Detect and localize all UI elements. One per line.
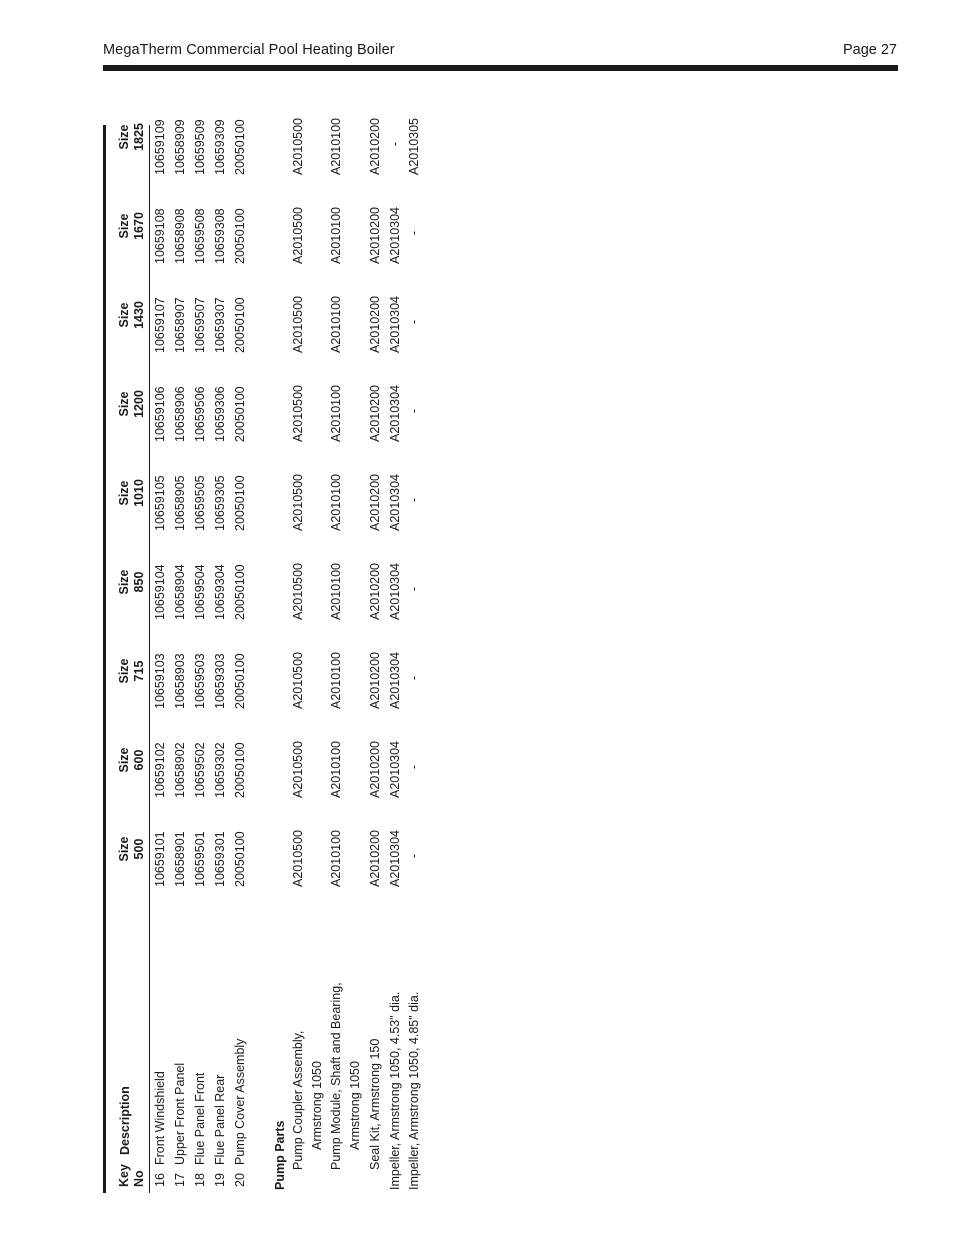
table-top-rule — [103, 125, 106, 1193]
part-number-cell: 20050100 — [233, 742, 247, 798]
part-number-cell: A2010100 — [329, 740, 343, 798]
part-number-cell: A2010500 — [291, 740, 305, 798]
part-number-cell: A2010100 — [329, 117, 343, 175]
part-number-cell: 10659301 — [213, 831, 227, 887]
col-header-size: Size 1825 — [117, 123, 146, 151]
col-header-size: Size 1010 — [117, 479, 146, 507]
document-title: MegaTherm Commercial Pool Heating Boiler — [103, 42, 395, 58]
part-number-cell: 10659504 — [193, 564, 207, 620]
part-number-cell: 10659304 — [213, 564, 227, 620]
part-number-cell: A2010500 — [291, 117, 305, 175]
part-number-cell: 10659305 — [213, 475, 227, 531]
col-header-size: Size 600 — [117, 747, 146, 773]
part-number-cell: A2010304 — [388, 562, 402, 620]
part-number-cell: 10658905 — [173, 475, 187, 531]
part-number-cell: 10659105 — [153, 475, 167, 531]
part-number-cell: 10659103 — [153, 653, 167, 709]
col-header-key: Key No — [117, 1164, 146, 1187]
header-rule — [103, 65, 898, 71]
row-description: Pump Cover Assembly — [233, 1038, 247, 1165]
part-number-cell: A2010500 — [291, 384, 305, 442]
part-number-cell: A2010500 — [291, 562, 305, 620]
part-number-cell: 10659308 — [213, 208, 227, 264]
part-number-cell: A2010200 — [368, 473, 382, 531]
part-number-cell: 10659108 — [153, 208, 167, 264]
part-number-cell: 10658904 — [173, 564, 187, 620]
part-number-cell: A2010500 — [291, 206, 305, 264]
part-number-cell: 20050100 — [233, 386, 247, 442]
row-key: 17 — [173, 1173, 187, 1187]
part-number-cell: 20050100 — [233, 564, 247, 620]
parts-table — [103, 117, 433, 1193]
part-number-cell: A2010304 — [388, 829, 402, 887]
pump-part-description: Impeller, Armstrong 1050, 4.85" dia. — [407, 991, 421, 1190]
part-number-cell: 10658907 — [173, 297, 187, 353]
part-number-cell: 10658902 — [173, 742, 187, 798]
part-number-cell: A2010100 — [329, 562, 343, 620]
part-number-cell: 10659503 — [193, 653, 207, 709]
part-number-cell: - — [407, 497, 421, 503]
part-number-cell: 10659109 — [153, 119, 167, 175]
col-header-size: Size 1200 — [117, 390, 146, 418]
part-number-cell: 10659506 — [193, 386, 207, 442]
part-number-cell: A2010304 — [388, 206, 402, 264]
part-number-cell: 10659106 — [153, 386, 167, 442]
part-number-cell: 10659309 — [213, 119, 227, 175]
part-number-cell: A2010304 — [388, 651, 402, 709]
part-number-cell: 10659508 — [193, 208, 207, 264]
part-number-cell: A2010200 — [368, 562, 382, 620]
header-underline — [149, 125, 150, 1193]
part-number-cell: A2010304 — [388, 384, 402, 442]
section-title: Pump Parts — [273, 1120, 287, 1190]
part-number-cell: - — [407, 319, 421, 325]
part-number-cell: 20050100 — [233, 653, 247, 709]
row-description: Flue Panel Rear — [213, 1074, 227, 1165]
part-number-cell: A2010500 — [291, 473, 305, 531]
col-header-description: Description — [118, 1086, 132, 1155]
part-number-cell: 20050100 — [233, 119, 247, 175]
part-number-cell: A2010200 — [368, 206, 382, 264]
part-number-cell: 10658908 — [173, 208, 187, 264]
part-number-cell: 10659303 — [213, 653, 227, 709]
row-key: 18 — [193, 1173, 207, 1187]
part-number-cell: 10658909 — [173, 119, 187, 175]
pump-part-description: Armstrong 1050 — [310, 1061, 324, 1150]
row-description: Front Windshield — [153, 1071, 167, 1165]
col-header-size: Size 1430 — [117, 301, 146, 329]
part-number-cell: 10659107 — [153, 297, 167, 353]
part-number-cell: 10658901 — [173, 831, 187, 887]
part-number-cell: 20050100 — [233, 475, 247, 531]
part-number-cell: A2010304 — [388, 740, 402, 798]
part-number-cell: 10659505 — [193, 475, 207, 531]
part-number-cell: A2010200 — [368, 740, 382, 798]
col-header-size: Size 1670 — [117, 212, 146, 240]
part-number-cell: - — [388, 141, 402, 147]
part-number-cell: A2010200 — [368, 651, 382, 709]
part-number-cell: - — [407, 230, 421, 236]
part-number-cell: 10659501 — [193, 831, 207, 887]
part-number-cell: A2010500 — [291, 295, 305, 353]
part-number-cell: A2010304 — [388, 473, 402, 531]
part-number-cell: 10659104 — [153, 564, 167, 620]
part-number-cell: A2010200 — [368, 117, 382, 175]
part-number-cell: 20050100 — [233, 208, 247, 264]
part-number-cell: A2010304 — [388, 295, 402, 353]
part-number-cell: 10659302 — [213, 742, 227, 798]
part-number-cell: 10659101 — [153, 831, 167, 887]
part-number-cell: A2010100 — [329, 829, 343, 887]
pump-part-description: Impeller, Armstrong 1050, 4.53" dia. — [388, 991, 402, 1190]
pump-part-description: Seal Kit, Armstrong 150 — [368, 1038, 382, 1170]
pump-part-description: Pump Module, Shaft and Bearing, — [329, 982, 343, 1170]
col-header-size: Size 850 — [117, 569, 146, 595]
page-number: Page 27 — [842, 42, 897, 58]
part-number-cell: 10659509 — [193, 119, 207, 175]
part-number-cell: - — [407, 853, 421, 859]
part-number-cell: A2010200 — [368, 384, 382, 442]
part-number-cell: A2010200 — [368, 829, 382, 887]
part-number-cell: 10659307 — [213, 297, 227, 353]
row-description: Flue Panel Front — [193, 1072, 207, 1165]
part-number-cell: 10659507 — [193, 297, 207, 353]
part-number-cell: 10659502 — [193, 742, 207, 798]
part-number-cell: - — [407, 675, 421, 681]
part-number-cell: A2010100 — [329, 473, 343, 531]
part-number-cell: A2010500 — [291, 651, 305, 709]
row-key: 20 — [233, 1173, 247, 1187]
part-number-cell: A2010305 — [407, 117, 421, 175]
part-number-cell: A2010200 — [368, 295, 382, 353]
part-number-cell: A2010100 — [329, 651, 343, 709]
part-number-cell: - — [407, 764, 421, 770]
part-number-cell: A2010100 — [329, 206, 343, 264]
part-number-cell: A2010100 — [329, 295, 343, 353]
part-number-cell: 20050100 — [233, 297, 247, 353]
row-description: Upper Front Panel — [173, 1062, 187, 1165]
col-header-size: Size 715 — [117, 658, 146, 684]
row-key: 19 — [213, 1173, 227, 1187]
part-number-cell: 10658903 — [173, 653, 187, 709]
part-number-cell: 20050100 — [233, 831, 247, 887]
part-number-cell: 10659306 — [213, 386, 227, 442]
part-number-cell: A2010500 — [291, 829, 305, 887]
pump-part-description: Armstrong 1050 — [348, 1061, 362, 1150]
part-number-cell: 10659102 — [153, 742, 167, 798]
part-number-cell: - — [407, 586, 421, 592]
pump-part-description: Pump Coupler Assembly, — [291, 1030, 305, 1170]
part-number-cell: 10658906 — [173, 386, 187, 442]
col-header-size: Size 500 — [117, 836, 146, 862]
part-number-cell: - — [407, 408, 421, 414]
part-number-cell: A2010100 — [329, 384, 343, 442]
row-key: 16 — [153, 1173, 167, 1187]
